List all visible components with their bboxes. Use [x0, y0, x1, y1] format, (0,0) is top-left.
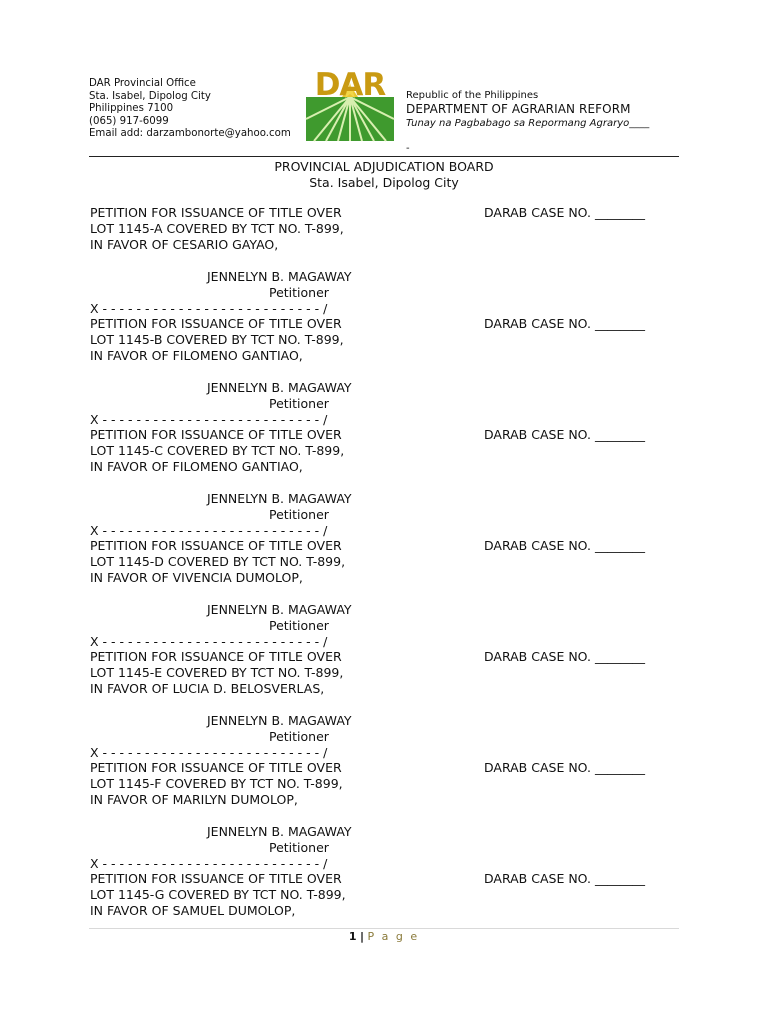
petition-line: IN FAVOR OF FILOMENO GANTIAO,: [90, 459, 303, 475]
petitioner-name: JENNELYN B. MAGAWAY: [207, 823, 352, 839]
petition-entry: [90, 871, 680, 920]
petitioner-name: JENNELYN B. MAGAWAY: [207, 490, 352, 506]
petition-line: LOT 1145-D COVERED BY TCT NO. T-899,: [90, 554, 346, 570]
page-divider: |: [360, 930, 365, 943]
header-rule: [89, 156, 679, 157]
office-address: [89, 78, 291, 141]
petition-line: LOT 1145-E COVERED BY TCT NO. T-899,: [90, 665, 344, 681]
petitioner-role: Petitioner: [269, 839, 329, 855]
petitioner-role: Petitioner: [269, 395, 329, 411]
petition-line: PETITION FOR ISSUANCE OF TITLE OVER: [90, 316, 342, 331]
separator-line: X - - - - - - - - - - - - - - - - - - - - - - - - - - /: [90, 634, 328, 650]
motto: Tunay na Pagbabago sa Repormang Agraryo____: [406, 118, 650, 129]
office-line: Sta. Isabel, Dipolog City: [89, 90, 211, 102]
office-line: Philippines 7100: [89, 103, 174, 115]
petition-line: IN FAVOR OF CESARIO GAYAO,: [90, 237, 279, 253]
separator-line: X - - - - - - - - - - - - - - - - - - - - - - - - - - /: [90, 745, 328, 761]
case-number: DARAB CASE NO. ________: [484, 649, 645, 664]
petition-entry: [90, 205, 680, 317]
separator-line: X - - - - - - - - - - - - - - - - - - - - - - - - - - /: [90, 412, 328, 428]
petitioner-name: JENNELYN B. MAGAWAY: [207, 601, 352, 617]
case-number: DARAB CASE NO. ________: [484, 760, 645, 775]
petition-line: LOT 1145-F COVERED BY TCT NO. T-899,: [90, 776, 343, 792]
petitioner-role: Petitioner: [269, 617, 329, 633]
petition-line: IN FAVOR OF SAMUEL DUMOLOP,: [90, 903, 296, 919]
petition-entry: [90, 760, 680, 872]
case-number: DARAB CASE NO. ________: [484, 871, 645, 886]
petition-entry: [90, 649, 680, 761]
petitioner-role: Petitioner: [269, 506, 329, 522]
separator-line: X - - - - - - - - - - - - - - - - - - - - - - - - - - /: [90, 523, 328, 539]
separator-line: X - - - - - - - - - - - - - - - - - - - - - - - - - - /: [90, 856, 328, 872]
page-footer: [0, 930, 768, 943]
petition-line: IN FAVOR OF VIVENCIA DUMOLOP,: [90, 570, 303, 586]
board-location: Sta. Isabel, Dipolog City: [309, 175, 459, 190]
petition-line: PETITION FOR ISSUANCE OF TITLE OVER: [90, 538, 342, 553]
office-line: Email add: darzambonorte@yahoo.com: [89, 128, 291, 140]
petition-line: LOT 1145-G COVERED BY TCT NO. T-899,: [90, 887, 346, 903]
page-number: 1: [348, 930, 357, 943]
header-dash: -: [406, 143, 410, 154]
petitioner-name: JENNELYN B. MAGAWAY: [207, 712, 352, 728]
petition-line: IN FAVOR OF MARILYN DUMOLOP,: [90, 792, 298, 808]
petitioner-name: JENNELYN B. MAGAWAY: [207, 379, 352, 395]
petition-line: LOT 1145-A COVERED BY TCT NO. T-899,: [90, 221, 344, 237]
case-number: DARAB CASE NO. ________: [484, 427, 645, 442]
department-title: DEPARTMENT OF AGRARIAN REFORM: [406, 102, 631, 116]
petition-line: LOT 1145-C COVERED BY TCT NO. T-899,: [90, 443, 345, 459]
petitioner-role: Petitioner: [269, 728, 329, 744]
case-number: DARAB CASE NO. ________: [484, 316, 645, 331]
case-number: DARAB CASE NO. ________: [484, 205, 645, 220]
petition-entry: [90, 538, 680, 650]
board-title: PROVINCIAL ADJUDICATION BOARD: [274, 159, 494, 174]
petition-line: PETITION FOR ISSUANCE OF TITLE OVER: [90, 427, 342, 442]
petition-line: PETITION FOR ISSUANCE OF TITLE OVER: [90, 871, 342, 886]
petition-entry: [90, 316, 680, 428]
petitioner-role: Petitioner: [269, 284, 329, 300]
separator-line: X - - - - - - - - - - - - - - - - - - - - - - - - - - /: [90, 301, 328, 317]
logo-text: DAR: [314, 67, 386, 103]
petition-line: PETITION FOR ISSUANCE OF TITLE OVER: [90, 649, 342, 664]
petition-entry: [90, 427, 680, 539]
office-line: (065) 917-6099: [89, 115, 169, 127]
petition-line: LOT 1145-B COVERED BY TCT NO. T-899,: [90, 332, 344, 348]
petitioner-name: JENNELYN B. MAGAWAY: [207, 268, 352, 284]
petition-line: PETITION FOR ISSUANCE OF TITLE OVER: [90, 760, 342, 775]
petition-line: IN FAVOR OF FILOMENO GANTIAO,: [90, 348, 303, 364]
page-label: P a g e: [367, 930, 420, 943]
header-right: [406, 89, 649, 131]
dar-logo: [304, 67, 396, 143]
republic-label: Republic of the Philippines: [406, 90, 539, 101]
petition-line: PETITION FOR ISSUANCE OF TITLE OVER: [90, 205, 342, 220]
petition-line: IN FAVOR OF LUCIA D. BELOSVERLAS,: [90, 681, 325, 697]
footer-rule: [89, 928, 679, 929]
office-line: DAR Provincial Office: [89, 78, 196, 89]
case-number: DARAB CASE NO. ________: [484, 538, 645, 553]
